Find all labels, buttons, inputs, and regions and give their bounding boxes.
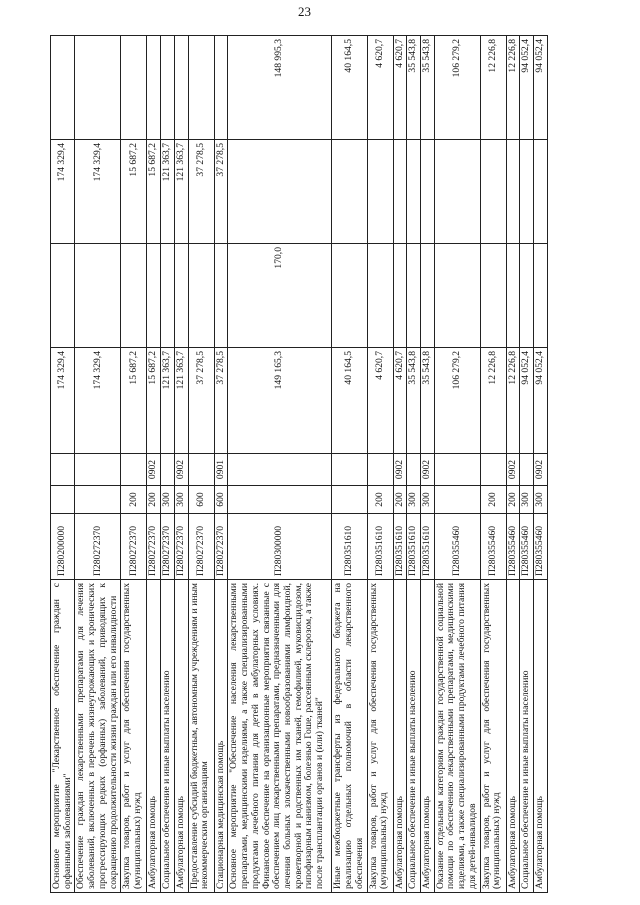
row-section-code (228, 454, 332, 486)
row-amount-col2 (421, 244, 435, 348)
row-description: Амбулаторная помощь (534, 580, 548, 893)
row-description: Закупка товаров, работ и услуг для обеспечения государственных (муниципальных) нужд (480, 580, 506, 893)
table-row (174, 36, 188, 893)
row-section-code (332, 454, 367, 486)
row-amount-col4: 35 543,8 (407, 36, 421, 140)
row-description: Амбулаторная помощь (393, 580, 407, 893)
row-expense-type (332, 486, 367, 514)
table-row (161, 36, 175, 893)
row-expense-type: 200 (506, 486, 520, 514)
row-amount-col3: 37 278,5 (214, 140, 228, 244)
row-amount-col3: 121 363,7 (174, 140, 188, 244)
row-amount-col4: 148 995,3 (228, 36, 332, 140)
row-target-code: П280351610 (332, 514, 367, 580)
row-target-code: П280355460 (480, 514, 506, 580)
table-row (75, 36, 121, 893)
row-target-code: П280351610 (367, 514, 393, 580)
row-total-amount: 4 620,7 (393, 348, 407, 454)
table-row (214, 36, 228, 893)
row-amount-col3 (434, 140, 480, 244)
table-row (534, 36, 548, 893)
row-description: Предоставление субсидий бюджетным, автономным учреждениям и иным некоммерческим организациям (188, 580, 214, 893)
row-description: Амбулаторная помощь (174, 580, 188, 893)
budget-table (50, 35, 548, 893)
row-description: Закупка товаров, работ и услуг для обеспечения государственных (муниципальных) нужд (367, 580, 393, 893)
row-expense-type: 300 (407, 486, 421, 514)
row-amount-col2: 170,0 (228, 244, 332, 348)
row-total-amount: 174 329,4 (51, 348, 75, 454)
row-expense-type (75, 486, 121, 514)
row-target-code: П280351610 (393, 514, 407, 580)
row-amount-col3: 37 278,5 (188, 140, 214, 244)
table-row (506, 36, 520, 893)
row-amount-col2 (434, 244, 480, 348)
row-section-code (161, 454, 175, 486)
table-row (228, 36, 332, 893)
row-section-code: 0902 (421, 454, 435, 486)
row-description: Основное мероприятие "Обеспечение населения лекарственными препаратами, медицинскими изделиями, а также специализированными продуктами лечебного питания для детей в амбулаторных условиях. Финансовое обеспечение на организационные мероприятия связанные с обеспечением лиц лекарственными препаратами, предназначенными для лечения больных злокачественными новообразованиями лимфоидной, кроветворной и родственных им тканей, гемофилией, муковисцидозом, гипофизарным нанизмом, болезнью Гоше, рассеянным склерозом, а также после трансплантации органов и (или) тканей" (228, 580, 332, 893)
row-section-code (434, 454, 480, 486)
row-amount-col2 (147, 244, 161, 348)
row-amount-col2 (520, 244, 534, 348)
table-row (480, 36, 506, 893)
table-body (51, 36, 548, 893)
row-section-code (480, 454, 506, 486)
row-amount-col2 (188, 244, 214, 348)
row-target-code: П280272370 (214, 514, 228, 580)
row-section-code: 0901 (214, 454, 228, 486)
row-amount-col3 (480, 140, 506, 244)
row-target-code: П280355460 (520, 514, 534, 580)
row-amount-col2 (407, 244, 421, 348)
row-section-code (367, 454, 393, 486)
row-section-code (51, 454, 75, 486)
row-amount-col3 (534, 140, 548, 244)
row-amount-col4: 12 226,8 (480, 36, 506, 140)
row-amount-col4 (161, 36, 175, 140)
row-amount-col4 (188, 36, 214, 140)
rotated-table-area (50, 36, 610, 893)
row-description: Основное мероприятие "Лекарственное обеспечение граждан с орфанными заболеваниями" (51, 580, 75, 893)
row-target-code: П280355460 (506, 514, 520, 580)
row-total-amount: 106 279,2 (434, 348, 480, 454)
row-amount-col4: 4 620,7 (393, 36, 407, 140)
row-target-code: П280351610 (421, 514, 435, 580)
row-target-code: П280272370 (174, 514, 188, 580)
row-amount-col4 (75, 36, 121, 140)
row-description: Обеспечение граждан лекарственными препаратами для лечения заболеваний, включенных в перечень жизнеугрожающих и хронических прогрессирующих редких (орфанных) заболеваний, приводящих к сокращению продолжительности жизни граждан или его инвалидности (75, 580, 121, 893)
row-amount-col4: 106 279,2 (434, 36, 480, 140)
row-expense-type: 300 (520, 486, 534, 514)
row-amount-col2 (75, 244, 121, 348)
row-amount-col4: 40 164,5 (332, 36, 367, 140)
row-expense-type (228, 486, 332, 514)
row-amount-col3 (407, 140, 421, 244)
row-expense-type: 600 (214, 486, 228, 514)
row-expense-type: 300 (174, 486, 188, 514)
row-description: Социальное обеспечение и иные выплаты населению (407, 580, 421, 893)
row-expense-type: 600 (188, 486, 214, 514)
row-amount-col3 (367, 140, 393, 244)
row-amount-col4: 94 052,4 (534, 36, 548, 140)
row-expense-type: 200 (393, 486, 407, 514)
row-amount-col3 (393, 140, 407, 244)
row-amount-col3: 174 329,4 (75, 140, 121, 244)
row-amount-col2 (161, 244, 175, 348)
row-amount-col3: 121 363,7 (161, 140, 175, 244)
table-row (332, 36, 367, 893)
row-target-code: П280300000 (228, 514, 332, 580)
row-amount-col3 (332, 140, 367, 244)
row-amount-col2 (174, 244, 188, 348)
row-section-code (188, 454, 214, 486)
row-amount-col3 (506, 140, 520, 244)
row-target-code: П280272370 (147, 514, 161, 580)
row-expense-type: 200 (121, 486, 147, 514)
row-description: Стационарная медицинская помощь (214, 580, 228, 893)
row-expense-type (434, 486, 480, 514)
row-total-amount: 4 620,7 (367, 348, 393, 454)
table-row (367, 36, 393, 893)
page-number: 23 (298, 4, 311, 19)
row-total-amount: 15 687,2 (121, 348, 147, 454)
row-amount-col4: 4 620,7 (367, 36, 393, 140)
table-row (407, 36, 421, 893)
row-target-code: П280272370 (161, 514, 175, 580)
row-amount-col2 (51, 244, 75, 348)
row-section-code: 0902 (147, 454, 161, 486)
row-total-amount: 12 226,8 (480, 348, 506, 454)
row-total-amount: 15 687,2 (147, 348, 161, 454)
row-amount-col4: 12 226,8 (506, 36, 520, 140)
row-total-amount: 121 363,7 (161, 348, 175, 454)
row-target-code: П280272370 (188, 514, 214, 580)
row-amount-col3: 174 329,4 (51, 140, 75, 244)
row-amount-col3: 15 687,2 (147, 140, 161, 244)
row-section-code: 0902 (174, 454, 188, 486)
row-total-amount: 37 278,5 (188, 348, 214, 454)
row-amount-col2 (214, 244, 228, 348)
row-total-amount: 94 052,4 (534, 348, 548, 454)
row-amount-col3: 15 687,2 (121, 140, 147, 244)
row-section-code (520, 454, 534, 486)
row-amount-col2 (367, 244, 393, 348)
row-amount-col4 (147, 36, 161, 140)
row-amount-col2 (121, 244, 147, 348)
row-target-code: П280272370 (75, 514, 121, 580)
row-amount-col3 (228, 140, 332, 244)
row-target-code: П280355460 (434, 514, 480, 580)
row-description: Иные межбюджетные трансферты из федерального бюджета на реализацию отдельных полномочий в области лекарственного обеспечения (332, 580, 367, 893)
row-amount-col2 (534, 244, 548, 348)
table-row (188, 36, 214, 893)
table-row (421, 36, 435, 893)
row-expense-type: 300 (534, 486, 548, 514)
row-description: Закупка товаров, работ и услуг для обеспечения государственных (муниципальных) нужд (121, 580, 147, 893)
row-total-amount: 121 363,7 (174, 348, 188, 454)
table-row (121, 36, 147, 893)
row-expense-type: 300 (161, 486, 175, 514)
table-row (520, 36, 534, 893)
row-expense-type: 200 (367, 486, 393, 514)
row-section-code: 0902 (506, 454, 520, 486)
row-section-code (121, 454, 147, 486)
row-total-amount: 35 543,8 (421, 348, 435, 454)
budget-table-wrapper (50, 36, 610, 893)
table-row (51, 36, 75, 893)
row-target-code: П280272370 (121, 514, 147, 580)
row-total-amount: 35 543,8 (407, 348, 421, 454)
row-amount-col3 (421, 140, 435, 244)
row-total-amount: 12 226,8 (506, 348, 520, 454)
row-description: Оказание отдельным категориям граждан государственной социальной помощи по обеспечению лекарственными препаратами, медицинскими изделиями, а также специализированными продуктами лечебного питания для детей-инвалидов (434, 580, 480, 893)
row-expense-type: 200 (147, 486, 161, 514)
row-expense-type: 200 (480, 486, 506, 514)
row-description: Амбулаторная помощь (506, 580, 520, 893)
table-row (393, 36, 407, 893)
row-amount-col4 (121, 36, 147, 140)
row-amount-col4: 35 543,8 (421, 36, 435, 140)
row-description: Амбулаторная помощь (421, 580, 435, 893)
row-amount-col3 (520, 140, 534, 244)
row-amount-col2 (332, 244, 367, 348)
row-amount-col2 (480, 244, 506, 348)
row-expense-type: 300 (421, 486, 435, 514)
row-target-code: П280355460 (534, 514, 548, 580)
row-amount-col4 (174, 36, 188, 140)
row-total-amount: 174 329,4 (75, 348, 121, 454)
row-amount-col2 (393, 244, 407, 348)
row-expense-type (51, 486, 75, 514)
row-total-amount: 149 165,3 (228, 348, 332, 454)
row-description: Социальное обеспечение и иные выплаты населению (520, 580, 534, 893)
row-total-amount: 37 278,5 (214, 348, 228, 454)
row-description: Социальное обеспечение и иные выплаты населению (161, 580, 175, 893)
row-amount-col4: 94 052,4 (520, 36, 534, 140)
row-target-code: П280351610 (407, 514, 421, 580)
row-section-code (75, 454, 121, 486)
row-section-code: 0902 (534, 454, 548, 486)
table-row (147, 36, 161, 893)
row-target-code: П280200000 (51, 514, 75, 580)
row-section-code: 0902 (393, 454, 407, 486)
row-amount-col4 (214, 36, 228, 140)
row-section-code (407, 454, 421, 486)
table-row (434, 36, 480, 893)
row-amount-col4 (51, 36, 75, 140)
row-amount-col2 (506, 244, 520, 348)
row-total-amount: 40 164,5 (332, 348, 367, 454)
row-total-amount: 94 052,4 (520, 348, 534, 454)
row-description: Амбулаторная помощь (147, 580, 161, 893)
